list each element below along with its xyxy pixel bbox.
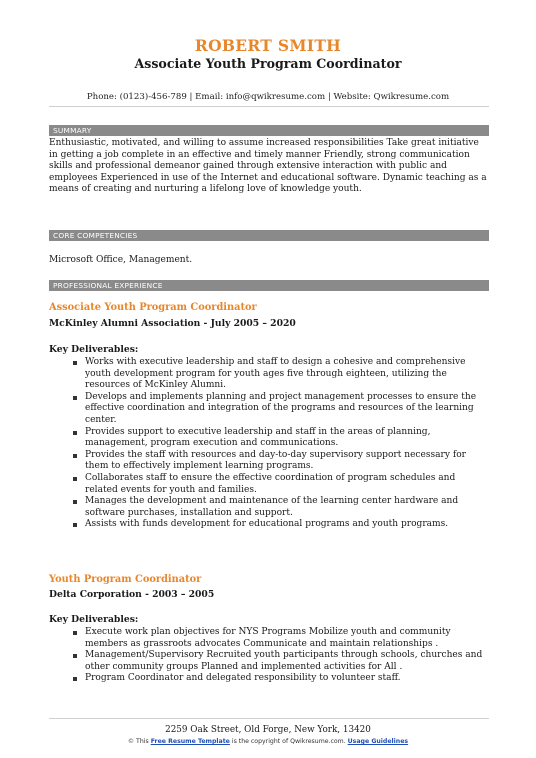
competencies-heading: CORE COMPETENCIES [49,230,489,241]
bullet-icon [73,523,77,527]
list-item: Program Coordinator and delegated responsibility to volunteer staff. [49,673,489,685]
contact-line: Phone: (0123)-456-789 | Email: info@qwikresume.com | Website: Qwikresume.com [86,92,450,102]
footer-address: 2259 Oak Street, Old Forge, New York, 13420 [165,725,371,735]
bullet-icon [73,361,77,365]
list-item: Collaborates staff to ensure the effective coordination of program schedules and related events for youth and families. [49,473,489,496]
bullet-icon [73,477,77,481]
job-bullets [49,627,489,685]
summary-text: Enthusiastic, motivated, and willing to assume increased responsibilities Take great initiative in getting a job complete in an effective and timely manner Friendly, strong communication skills and professional demeanor gained through extensive interaction with public and employees Experienced in use of the Internet and educational software. Dynamic teaching as a means of creating and nurturing a lifelong love of knowledge youth. [49,138,487,195]
competencies-text: Microsoft Office, Management. [49,255,193,265]
bullet-icon [73,631,77,635]
bullet-icon [73,396,77,400]
list-item: Develops and implements planning and project management processes to ensure the effective coordination and integration of the programs and resources of the learning center. [49,392,489,427]
header-divider [49,106,489,107]
list-item: Works with executive leadership and staff to design a cohesive and comprehensive youth development program for youth ages five through eighteen, utilizing the resources of McKinley Alumni. [49,357,489,392]
list-item: Assists with funds development for educational programs and youth programs. [49,519,489,531]
bullet-icon [73,500,77,504]
usage-guidelines-link[interactable]: Usage Guidelines [347,738,409,745]
list-item: Provides support to executive leadership and staff in the areas of planning, management, program execution and communications. [49,427,489,450]
list-item: Execute work plan objectives for NYS Programs Mobilize youth and community members as grassroots advocates Communicate and maintain relationships . [49,627,489,650]
free-resume-template-link[interactable]: Free Resume Template [150,738,230,745]
candidate-name: ROBERT SMITH [194,36,342,55]
bullet-icon [73,454,77,458]
key-deliverables-label: Key Deliverables: [49,614,139,625]
summary-heading: SUMMARY [49,125,489,136]
job-company: McKinley Alumni Association - July 2005 – 2020 [49,318,296,329]
job-bullets [49,357,489,531]
footer-copyright: © This Free Resume Template is the copyright of Qwikresume.com. Usage Guidelines [127,738,409,745]
job-company: Delta Corporation - 2003 – 2005 [49,589,215,600]
list-item: Management/Supervisory Recruited youth participants through schools, churches and other community groups Planned and implemented activities for All . [49,650,489,673]
bullet-icon [73,654,77,658]
list-item: Provides the staff with resources and day-to-day supervisory support necessary for them to effectively implement learning programs. [49,450,489,473]
job-role: Youth Program Coordinator [49,574,202,585]
list-item: Manages the development and maintenance of the learning center hardware and software purchases, installation and support. [49,496,489,519]
job-role: Associate Youth Program Coordinator [49,302,257,313]
footer-divider [49,718,489,719]
bullet-icon [73,677,77,681]
candidate-title: Associate Youth Program Coordinator [134,56,402,71]
key-deliverables-label: Key Deliverables: [49,344,139,355]
experience-heading: PROFESSIONAL EXPERIENCE [49,280,489,291]
bullet-icon [73,431,77,435]
